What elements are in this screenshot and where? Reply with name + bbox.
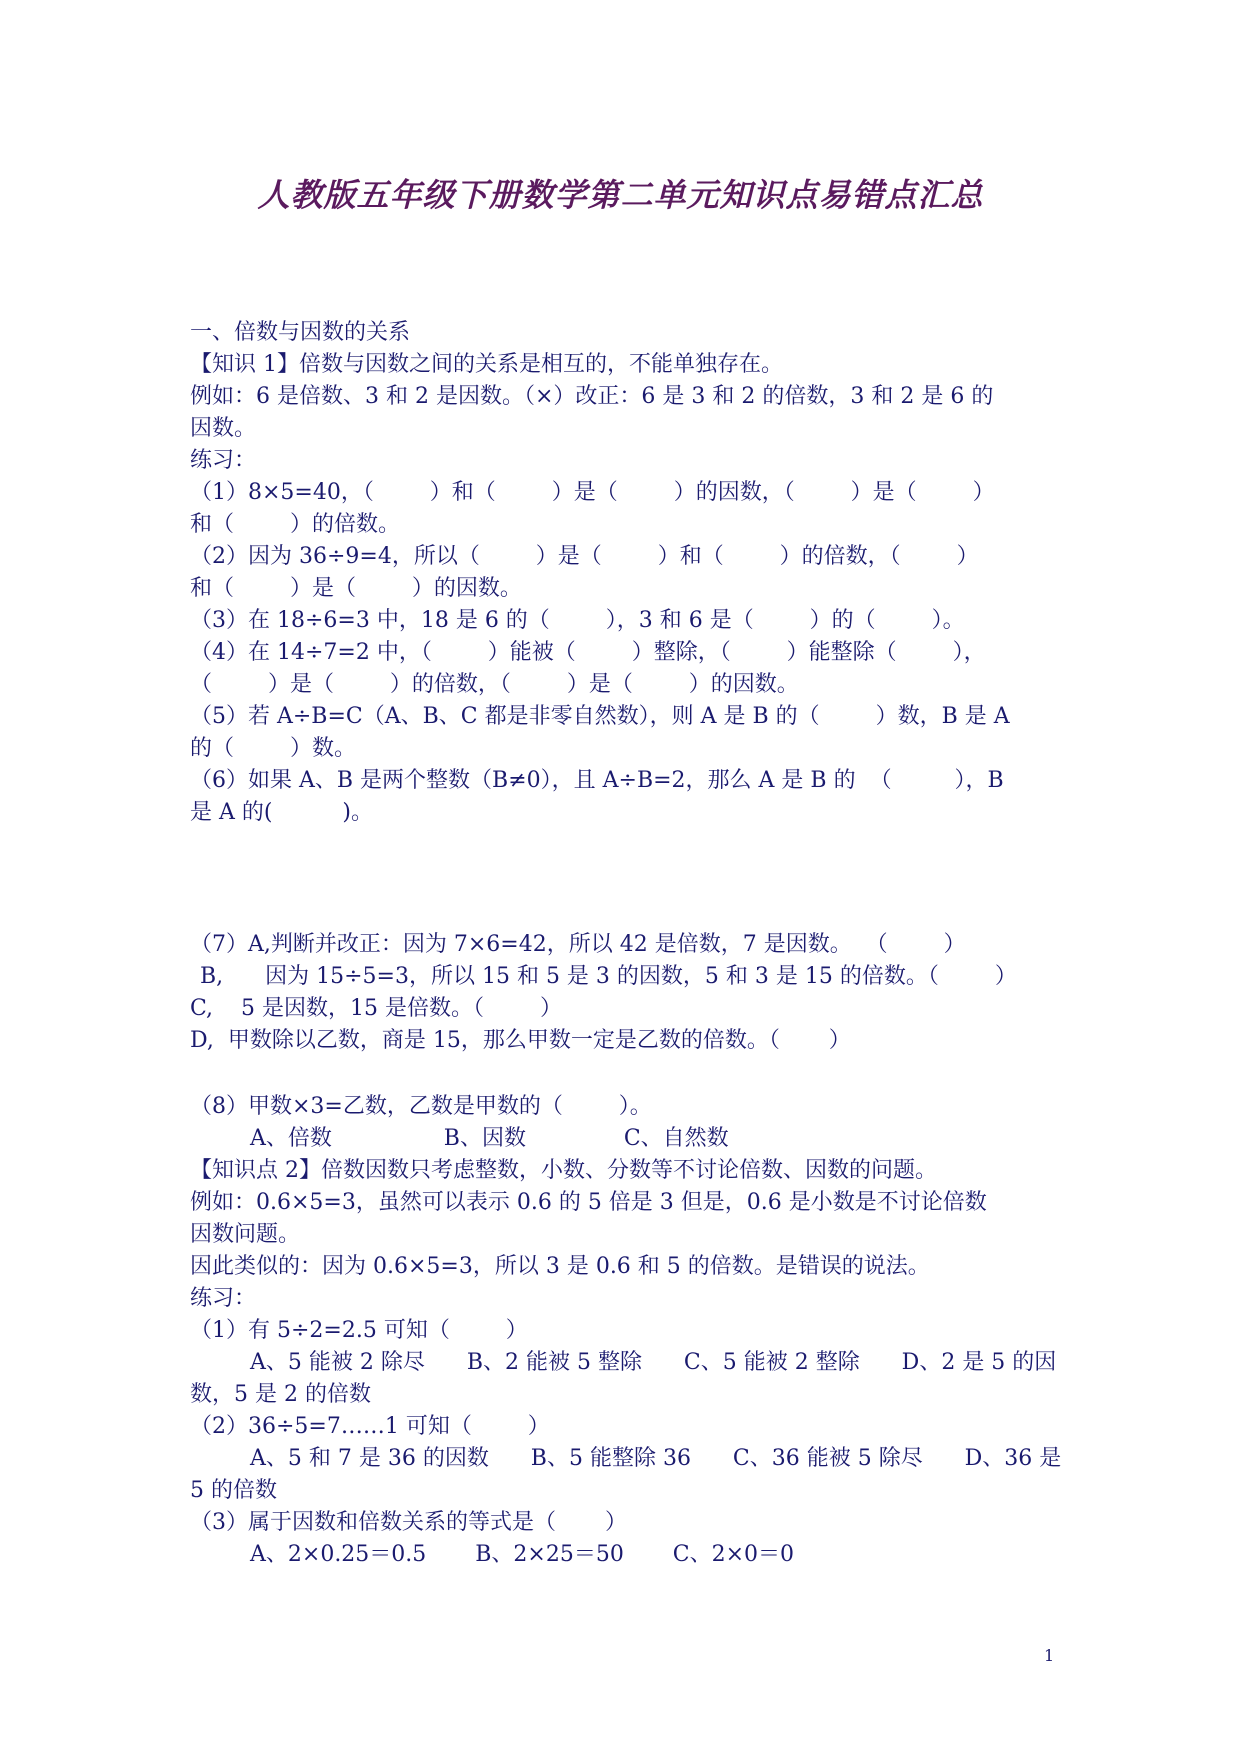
exercise-5-cont: 的（ ）数。 [190,736,356,761]
mc-question-1: （1）有 5÷2=2.5 可知（ ） [190,1318,528,1343]
exercise-6: （6）如果 A、B 是两个整数（B≠0），且 A÷B=2，那么 A 是 B 的 （ ），B [190,768,1004,793]
practice-label: 练习： [190,448,257,473]
exercise-4-cont: （ ）是（ ）的倍数，（ ）是（ ）的因数。 [190,672,799,697]
exercise-7b: B, 因为 15÷5=3，所以 15 和 5 是 3 的因数，5 和 3 是 15 的倍数。（ ） [200,964,1017,989]
mc-question-3: （3）属于因数和倍数关系的等式是（ ） [190,1510,627,1535]
example-2-cont: 因数问题。 [190,1222,301,1247]
exercise-7d: D, 甲数除以乙数，商是 15，那么甲数一定是乙数的倍数。（ ） [190,1028,851,1053]
mc-question-2-options: A、5 和 7 是 36 的因数 B、5 能整除 36 C、36 能被 5 除尽 D、36 是 [250,1446,1062,1471]
page-number: 1 [1044,1646,1055,1665]
mc-question-2-options-cont: 5 的倍数 [190,1478,277,1503]
exercise-7a: （7）A,判断并改正：因为 7×6=42，所以 42 是倍数，7 是因数。 （ ） [190,932,966,957]
mc-question-2: （2）36÷5=7……1 可知（ ） [190,1414,550,1439]
knowledge-point-2: 【知识点 2】倍数因数只考虑整数，小数、分数等不讨论倍数、因数的问题。 [190,1158,937,1183]
example-2-note: 因此类似的：因为 0.6×5=3，所以 3 是 0.6 和 5 的倍数。是错误的说法。 [190,1254,930,1279]
exercise-3: （3）在 18÷6=3 中，18 是 6 的（ ），3 和 6 是（ ）的（ ）。 [190,608,965,633]
exercise-6-cont: 是 A 的( )。 [190,800,373,825]
mc-question-3-options: A、2×0.25＝0.5 B、2×25＝50 C、2×0＝0 [250,1542,795,1567]
exercise-4: （4）在 14÷7=2 中，（ ）能被（ ）整除，（ ）能整除（ ）， [190,640,986,665]
exercise-1-cont: 和（ ）的倍数。 [190,512,400,537]
example-line: 例如：6 是倍数、3 和 2 是因数。（×）改正：6 是 3 和 2 的倍数，3 和 2 是 6 的 [190,384,994,409]
document-title: 人教版五年级下册数学第二单元知识点易错点汇总 [257,176,984,214]
exercise-2-cont: 和（ ）是（ ）的因数。 [190,576,522,601]
example-2: 例如：0.6×5=3，虽然可以表示 0.6 的 5 倍是 3 但是，0.6 是小数是不讨论倍数 [190,1190,987,1215]
exercise-1: （1）8×5=40，（ ）和（ ）是（ ）的因数，（ ）是（ ） [190,480,995,505]
exercise-2: （2）因为 36÷9=4，所以（ ）是（ ）和（ ）的倍数，（ ） [190,544,979,569]
exercise-7c: C, 5 是因数，15 是倍数。（ ） [190,996,562,1021]
mc-question-1-options: A、5 能被 2 除尽 B、2 能被 5 整除 C、5 能被 2 整除 D、2 是 5 的因 [250,1350,1057,1375]
exercise-8: （8）甲数×3=乙数，乙数是甲数的（ ）。 [190,1094,652,1119]
mc-question-1-options-cont: 数，5 是 2 的倍数 [190,1382,371,1407]
practice-label-2: 练习： [190,1286,257,1311]
example-line-cont: 因数。 [190,416,257,441]
knowledge-point-1: 【知识 1】倍数与因数之间的关系是相互的，不能单独存在。 [190,352,783,377]
exercise-5: （5）若 A÷B=C（A、B、C 都是非零自然数），则 A 是 B 的（ ）数，B 是 A [190,704,1010,729]
exercise-8-options: A、倍数 B、因数 C、自然数 [250,1126,729,1151]
section-heading: 一、倍数与因数的关系 [190,320,411,345]
